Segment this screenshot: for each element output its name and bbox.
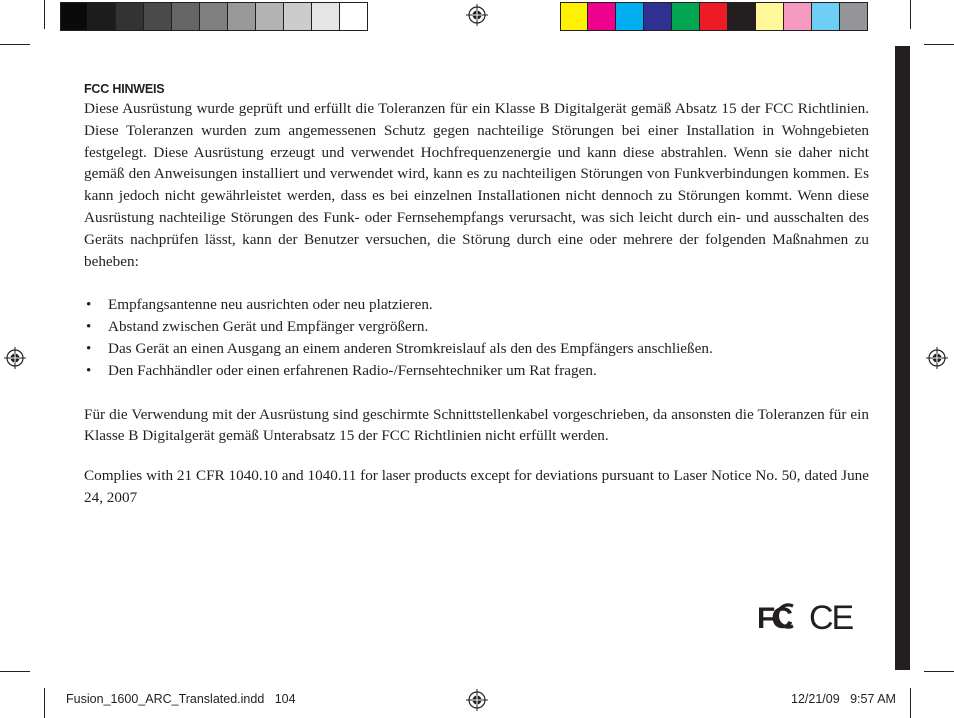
process-color-swatch [812, 2, 840, 31]
process-color-swatch [560, 2, 588, 31]
fcc-logo-icon [757, 602, 793, 635]
fcc-notice-paragraph: Diese Ausrüstung wurde geprüft und erfüllt die Toleranzen für ein Klasse B Digitalgerät gemäß Absatz 15 der FCC Richtlinien. Diese Toleranzen wurden zum angemessenen Schutz gegen nachteilige Störungen bei einer Installation in Wohngebieten festgelegt. Diese Ausrüstung erzeugt und verwendet Hochfrequenzenergie und kann diese abstrahlen. Wenn sie daher nicht gemäß den Anweisungen installiert und verwendet wird, kann es zu nachteiligen Störungen von Funkverbindungen kommen. Es kann jedoch nicht gewährleistet werden, dass es bei einzelnen Installationen nicht dennoch zu Störungen kommt. Wenn diese Ausrüstung nachteilige Störungen des Funk- oder Fernsehempfangs verursacht, was sich leicht durch ein- und ausschalten des Geräts nachprüfen lässt, kann der Benutzer versuchen, die Störung durch eine oder mehrere der folgenden Maßnahmen zu beheben: [84, 100, 869, 270]
process-color-swatch [784, 2, 812, 31]
process-color-swatch [756, 2, 784, 31]
slug-filename: Fusion_1600_ARC_Translated.indd [66, 692, 265, 706]
process-color-swatch [616, 2, 644, 31]
laser-compliance-paragraph: Complies with 21 CFR 1040.10 and 1040.11 for laser products except for deviations pursuant to Laser Notice No. 50, dated June 24, 2007 [84, 467, 869, 506]
crop-mark-top-right-v [910, 0, 911, 29]
page-edge-tab-bar [895, 46, 910, 670]
crop-mark-bottom-right-v [910, 688, 911, 718]
grayscale-swatch [228, 2, 256, 31]
process-color-swatch [588, 2, 616, 31]
grayscale-swatch [88, 2, 116, 31]
remedy-list [84, 294, 869, 381]
grayscale-color-bar [60, 2, 368, 31]
crop-mark-top-right-h [924, 44, 954, 45]
process-color-swatch [672, 2, 700, 31]
slug-time: 9:57 AM [850, 692, 896, 706]
grayscale-swatch [284, 2, 312, 31]
list-item: • Das Gerät an einen Ausgang an einem anderen Stromkreislauf als den des Empfängers anschließen. [84, 338, 869, 360]
process-color-bar [560, 2, 868, 31]
list-item: • Den Fachhändler oder einen erfahrenen Radio-/Fernsehtechniker um Rat fragen. [84, 360, 869, 382]
registration-mark-left-icon [4, 347, 26, 369]
process-color-swatch [644, 2, 672, 31]
crop-mark-bottom-left-v [44, 688, 45, 718]
grayscale-swatch [144, 2, 172, 31]
grayscale-swatch [60, 2, 88, 31]
page-content [84, 80, 869, 509]
grayscale-swatch [200, 2, 228, 31]
grayscale-swatch [340, 2, 368, 31]
slug-page-number: 104 [274, 692, 296, 706]
section-heading: FCC HINWEIS [84, 82, 165, 96]
process-color-swatch [728, 2, 756, 31]
certification-logos [757, 598, 853, 637]
shielded-cable-paragraph: Für die Verwendung mit der Ausrüstung sind geschirmte Schnittstellenkabel vorgeschrieben, da ansonsten die Toleranzen für ein Klasse B Digitalgerät gemäß Unterabsatz 15 der FCC Richtlinien nicht erfüllt werden. [84, 405, 869, 445]
slug-file-info [66, 692, 296, 706]
process-color-swatch [700, 2, 728, 31]
crop-mark-top-left-h [0, 44, 30, 45]
list-item: • Abstand zwischen Gerät und Empfänger vergrößern. [84, 316, 869, 338]
slug-date: 12/21/09 [791, 692, 840, 706]
crop-mark-bottom-right-h [924, 671, 954, 672]
ce-mark-icon [809, 599, 854, 637]
ce-mark-text: CE [809, 599, 853, 637]
grayscale-swatch [312, 2, 340, 31]
registration-mark-top-icon [466, 4, 488, 26]
grayscale-swatch [116, 2, 144, 31]
crop-mark-bottom-left-h [0, 671, 30, 672]
registration-mark-bottom-icon [466, 689, 488, 711]
grayscale-swatch [256, 2, 284, 31]
slug-timestamp [791, 692, 896, 706]
crop-mark-top-left-v [44, 0, 45, 29]
process-color-swatch [840, 2, 868, 31]
grayscale-swatch [172, 2, 200, 31]
fcc-logo-text: FC [757, 602, 789, 635]
registration-mark-right-icon [926, 347, 948, 369]
list-item: • Empfangsantenne neu ausrichten oder neu platzieren. [84, 294, 869, 316]
